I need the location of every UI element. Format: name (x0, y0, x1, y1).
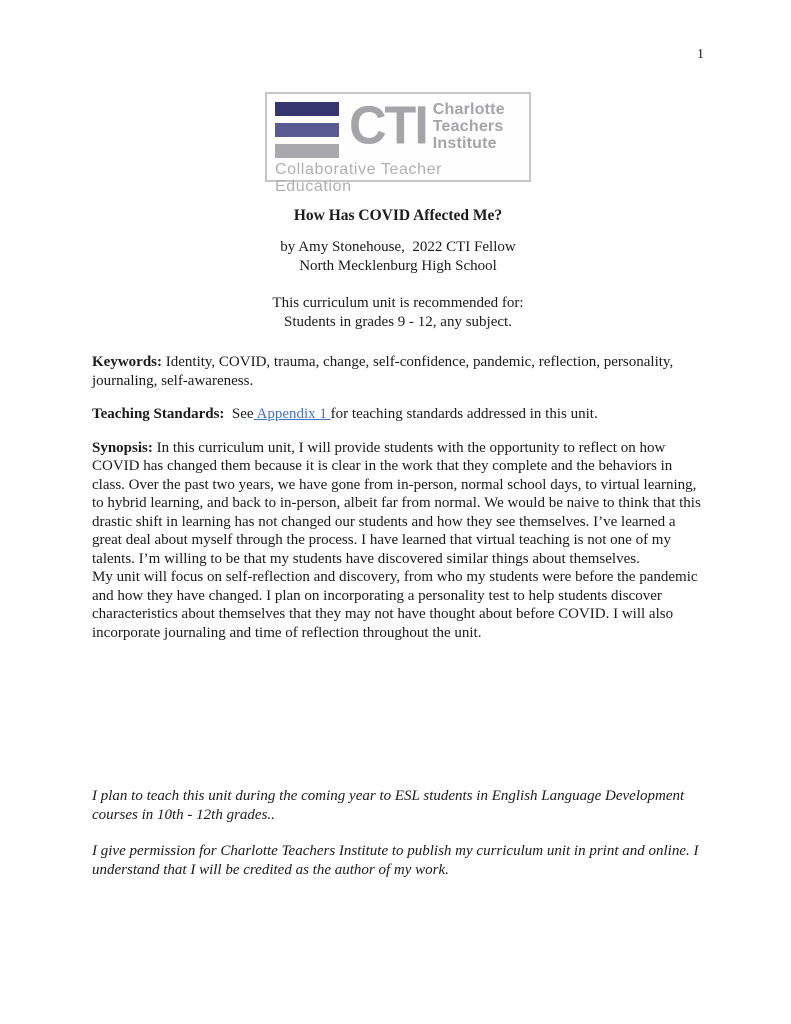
logo-name-line: Institute (432, 135, 497, 152)
logo-bar-navy (275, 102, 339, 116)
recommended-line2: Students in grades 9 - 12, any subject. (284, 313, 512, 330)
synopsis-paragraph (92, 439, 704, 569)
school-name: North Mecklenburg High School (299, 257, 497, 274)
page-number: 1 (697, 47, 704, 62)
keywords-label: Keywords: (92, 354, 162, 370)
logo-bar-purple (275, 123, 339, 137)
cti-logo (265, 92, 531, 195)
teaching-standards-label: Teaching Standards: (92, 406, 225, 422)
recommended-line1: This curriculum unit is recommended for: (272, 295, 524, 311)
teaching-plan-note: I plan to teach this unit during the coming year to ESL students in English Language Development courses in 10th - 12th grades.. (92, 788, 685, 823)
teaching-standards-post: for teaching standards addressed in this unit. (330, 406, 598, 422)
byline-block (92, 238, 704, 275)
synopsis-text: In this curriculum unit, I will provide students with the opportunity to reflect on how COVID has changed them because it is clear in the work that they complete and the behaviors in class. Over the past two years, we have gone from in-person, normal school days, to virtual learning, to hybrid learning, and back to in-person, albeit far from normal. We would be naive to think that this drastic shift in learning has not changed our students and how they see themselves. I’ve learned a great deal about myself through the process. I have learned that virtual teaching is not one of my talents. I’m willing to be that my students have discovered similar things about themselves. (92, 439, 705, 567)
recommended-block (92, 294, 704, 331)
permission-note: I give permission for Charlotte Teachers Institute to publish my curriculum unit in print and online. I understand that I will be credited as the author of my work. (92, 843, 699, 878)
unit-focus-paragraph: My unit will focus on self-reflection and discovery, from who my students were before the pandemic and how they have changed. I plan on incorporating a personality test to help students discover characteristics about themselves that they may not have thought about before COVID. I will also incorporate journaling and time of reflection throughout the unit. (92, 569, 698, 641)
logo-bar-gray (275, 144, 339, 158)
logo-main-row (275, 95, 521, 158)
logo-cti-text: CTI (349, 95, 427, 157)
logo-name-line: Charlotte (432, 101, 505, 118)
teaching-standards-pre: See (224, 406, 254, 422)
logo-name-line: Teachers (432, 118, 504, 135)
appendix-1-link[interactable]: Appendix 1 (253, 406, 331, 422)
document-title: How Has COVID Affected Me? (293, 207, 503, 224)
keywords-paragraph (92, 353, 704, 390)
keywords-text: Identity, COVID, trauma, change, self-confidence, pandemic, reflection, personality, journaling, self-awareness. (92, 354, 677, 389)
logo-institute-name (433, 99, 505, 152)
logo-bars-icon (275, 99, 339, 158)
synopsis-label: Synopsis: (92, 439, 153, 456)
teaching-standards-line (92, 405, 704, 424)
byline: by Amy Stonehouse, 2022 CTI Fellow (280, 239, 516, 255)
logo-tagline: Collaborative Teacher Education (275, 161, 443, 195)
